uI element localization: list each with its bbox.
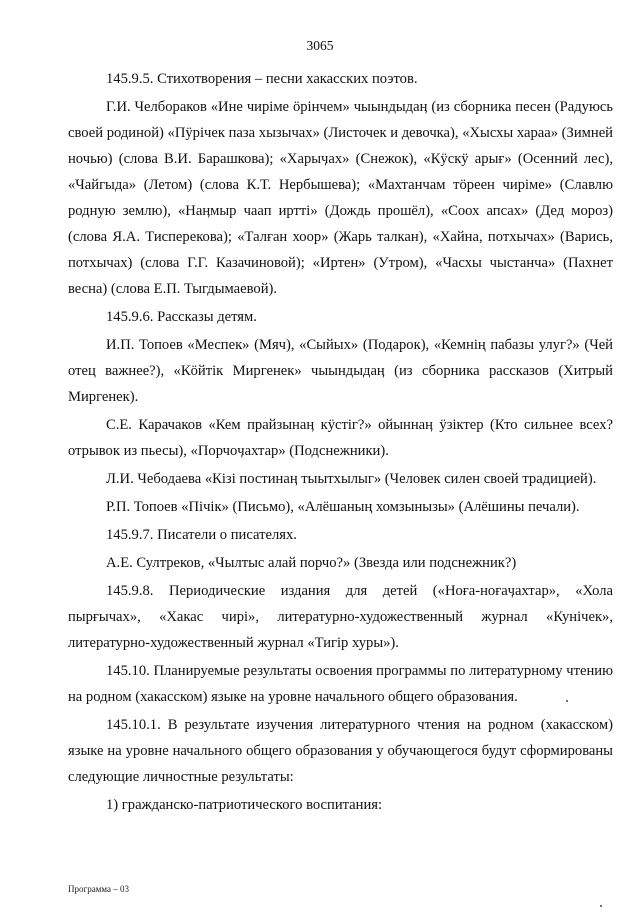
paragraph: 145.9.6. Рассказы детям. — [106, 309, 257, 325]
paragraph: 145.10.1. В результате изучения литературного чтения на родном (хакасском) языке на уровне начального общего образования у обучающегося будут сформированы следующие личностные результаты: — [68, 717, 613, 785]
footer-note: Программа – 03 — [68, 884, 130, 894]
page-number: 3065 — [306, 38, 334, 53]
paragraph: 145.10. Планируемые результаты освоения программы по литературному чтению на родном (хакасском) языке на уровне начального общего образования. — [68, 663, 613, 705]
paragraph: 145.9.8. Периодические издания для детей («Ноға-ноғаӌахтар», «Хола пырғычах», «Хакас чирі», литературно-художественный журнал «Кунічек», литературно-художественный журнал «Тигір хуры»). — [68, 583, 613, 651]
scan-artifact — [566, 700, 568, 702]
paragraph: И.П. Топоев «Меспек» (Мяч), «Сыйых» (Подарок), «Кемнің пабазы улуг?» (Чей отец важнее?), «Кöйтік Миргенек» чыындыдаӊ (из сборника рассказов (Хитрый Миргенек). — [68, 337, 613, 405]
paragraph: Л.И. Чебодаева «Кізі постинаӊ тыытхылыг» (Человек силен своей традицией). — [106, 471, 597, 487]
paragraph: Г.И. Челбораков «Ине чиріме öрінчем» чыындыдаӊ (из сборника песен (Радуюсь своей родиной) «Пÿрічек паза хызычах» (Листочек и девочка), «Хысхы хараа» (Зимней ночью) (слова В.И. Барашкова); «Харыӌах» (Снежок), «Кÿскÿ арығ» (Осенний лес), «Чайгыда» (Летом) (слова К.Т. Нербышева); «Махтанчам тöреен чиріме» (Славлю родную землю), «Наӊмыр чаап иртті» (Дождь прошёл), «Соох апсах» (Дед мороз) (слова Я.А. Тисперекова); «Талған хоор» (Жарь талкан), «Хайна, потхычах» (Варись, потхычах) (слова Г.Г. Казачиновой); «Иртен» (Утром), «Часхы чыстанча» (Пахнет весна) (слова Е.П. Тыгдымаевой). — [68, 99, 613, 297]
paragraph: 145.9.5. Стихотворения – песни хакасских поэтов. — [106, 71, 418, 87]
paragraph: С.Е. Карачаков «Кем прайзынаӊ кÿстіг?» ойыннаӊ ӱзіктер (Кто сильнее всех? отрывок из пьесы), «Порчоӌахтар» (Подснежники). — [68, 417, 613, 459]
paragraph: 1) гражданско-патриотического воспитания: — [106, 797, 383, 813]
paragraph: 145.9.7. Писатели о писателях. — [106, 527, 297, 543]
scan-artifact — [600, 905, 602, 907]
paragraph: А.Е. Султреков, «Чылтыс алай порчо?» (Звезда или подснежник?) — [106, 555, 517, 571]
body-text — [68, 66, 613, 820]
paragraph: Р.П. Топоев «Пічік» (Письмо), «Алёшаның хомзынызы» (Алёшины печали). — [106, 499, 580, 515]
